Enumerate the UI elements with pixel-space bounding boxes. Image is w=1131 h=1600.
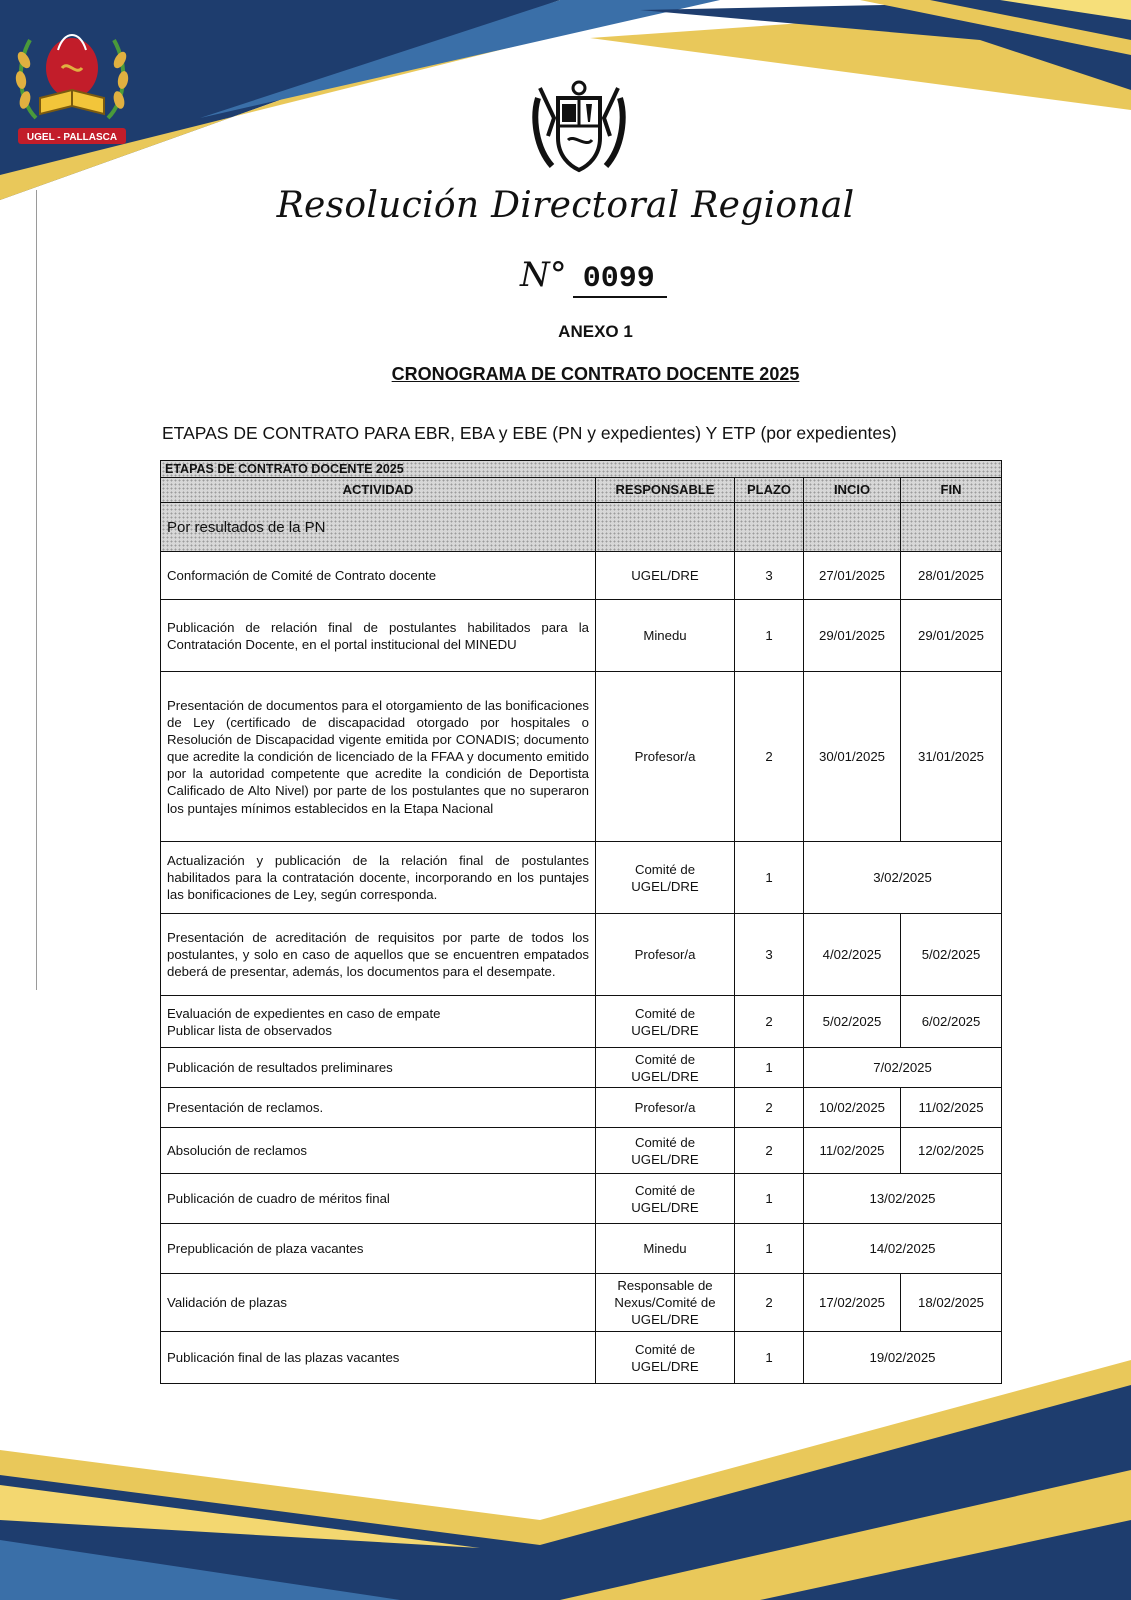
activity-cell: Presentación de documentos para el otorgamiento de las bonificaciones de Ley (certificado de discapacidad otorgado por hospitales o Resolución de Discapacidad vigente emitida por CONADIS; documento que acredite la condición de licenciado de la FFAA y documento emitido por la autoridad competente que acredite la condición de Deportista Calificado de Alto Nivel) por parte de los postulantes que no superaron los puntajes mínimos establecidos en la Etapa Nacional <box>161 672 596 842</box>
activity-cell: Evaluación de expedientes en caso de empate Publicar lista de observados <box>161 996 596 1048</box>
annex-label: ANEXO 1 <box>558 322 633 341</box>
end-date-cell: 11/02/2025 <box>901 1088 1002 1128</box>
start-date-cell: 30/01/2025 <box>804 672 901 842</box>
header-plazo: PLAZO <box>735 478 804 503</box>
resolution-number <box>520 255 667 298</box>
table-row <box>161 552 1002 600</box>
table-row <box>161 996 1002 1048</box>
responsible-cell: Comité de UGEL/DRE <box>596 1332 735 1384</box>
end-date-cell: 6/02/2025 <box>901 996 1002 1048</box>
responsible-cell: UGEL/DRE <box>596 552 735 600</box>
activity-cell: Presentación de reclamos. <box>161 1088 596 1128</box>
start-date-cell: 4/02/2025 <box>804 914 901 996</box>
date-cell: 13/02/2025 <box>804 1174 1002 1224</box>
term-cell: 3 <box>735 552 804 600</box>
header-inicio: INCIO <box>804 478 901 503</box>
responsible-cell: Responsable de Nexus/Comité de UGEL/DRE <box>596 1274 735 1332</box>
end-date-cell: 5/02/2025 <box>901 914 1002 996</box>
start-date-cell: 10/02/2025 <box>804 1088 901 1128</box>
responsible-cell: Comité de UGEL/DRE <box>596 1174 735 1224</box>
responsible-cell: Minedu <box>596 600 735 672</box>
start-date-cell: 27/01/2025 <box>804 552 901 600</box>
responsible-cell: Profesor/a <box>596 1088 735 1128</box>
logo-text: UGEL - PALLASCA <box>26 132 118 143</box>
ugel-logo <box>8 10 136 148</box>
activity-cell: Absolución de reclamos <box>161 1128 596 1174</box>
header-responsable: RESPONSABLE <box>596 478 735 503</box>
end-date-cell: 29/01/2025 <box>901 600 1002 672</box>
table-row <box>161 600 1002 672</box>
activity-cell: Actualización y publicación de la relación final de postulantes habilitados para la contratación docente, incorporando en los puntajes las bonificaciones de Ley, según corresponda. <box>161 842 596 914</box>
end-date-cell: 12/02/2025 <box>901 1128 1002 1174</box>
date-cell: 7/02/2025 <box>804 1048 1002 1088</box>
annex-subtitle: ETAPAS DE CONTRATO PARA EBR, EBA y EBE (PN y expedientes) Y ETP (por expedientes) <box>162 423 897 443</box>
term-cell: 2 <box>735 996 804 1048</box>
end-date-cell: 28/01/2025 <box>901 552 1002 600</box>
table-header-row <box>161 478 1002 503</box>
term-cell: 1 <box>735 1224 804 1274</box>
term-cell: 2 <box>735 1128 804 1174</box>
activity-cell: Publicación final de las plazas vacantes <box>161 1332 596 1384</box>
schedule-rows <box>161 552 1002 1384</box>
annex-title: CRONOGRAMA DE CONTRATO DOCENTE 2025 <box>391 364 800 384</box>
term-cell: 1 <box>735 1048 804 1088</box>
resolution-title: Resolución Directoral Regional <box>276 185 855 226</box>
start-date-cell: 29/01/2025 <box>804 600 901 672</box>
section-label: Por resultados de la PN <box>161 503 596 552</box>
activity-cell: Presentación de acreditación de requisitos por parte de todos los postulantes, y solo en caso de aquellos que se encuentren empatados deberá de presentar, además, los documentos para el desempate. <box>161 914 596 996</box>
table-row <box>161 1274 1002 1332</box>
table-row <box>161 1048 1002 1088</box>
responsible-cell: Comité de UGEL/DRE <box>596 996 735 1048</box>
term-cell: 1 <box>735 1174 804 1224</box>
table-row <box>161 1224 1002 1274</box>
header-fin: FIN <box>901 478 1002 503</box>
table-row <box>161 672 1002 842</box>
coat-of-arms-emblem <box>530 78 628 178</box>
responsible-cell: Profesor/a <box>596 672 735 842</box>
term-cell: 2 <box>735 1274 804 1332</box>
start-date-cell: 17/02/2025 <box>804 1274 901 1332</box>
activity-cell: Publicación de cuadro de méritos final <box>161 1174 596 1224</box>
term-cell: 2 <box>735 672 804 842</box>
activity-cell: Prepublicación de plaza vacantes <box>161 1224 596 1274</box>
responsible-cell: Profesor/a <box>596 914 735 996</box>
end-date-cell: 18/02/2025 <box>901 1274 1002 1332</box>
left-margin-line <box>36 190 37 990</box>
table-row <box>161 1174 1002 1224</box>
date-cell: 19/02/2025 <box>804 1332 1002 1384</box>
date-cell: 14/02/2025 <box>804 1224 1002 1274</box>
table-row <box>161 842 1002 914</box>
table-row <box>161 914 1002 996</box>
section-row <box>161 503 1002 552</box>
term-cell: 2 <box>735 1088 804 1128</box>
table-caption: ETAPAS DE CONTRATO DOCENTE 2025 <box>161 461 1002 478</box>
date-cell: 3/02/2025 <box>804 842 1002 914</box>
activity-cell: Validación de plazas <box>161 1274 596 1332</box>
activity-cell: Publicación de resultados preliminares <box>161 1048 596 1088</box>
table-caption-row <box>161 461 1002 478</box>
term-cell: 1 <box>735 1332 804 1384</box>
start-date-cell: 11/02/2025 <box>804 1128 901 1174</box>
header-actividad: ACTIVIDAD <box>161 478 596 503</box>
number-value: 0099 <box>573 262 667 298</box>
activity-cell: Conformación de Comité de Contrato docente <box>161 552 596 600</box>
responsible-cell: Minedu <box>596 1224 735 1274</box>
responsible-cell: Comité de UGEL/DRE <box>596 842 735 914</box>
table-row <box>161 1332 1002 1384</box>
responsible-cell: Comité de UGEL/DRE <box>596 1048 735 1088</box>
number-prefix: N° <box>520 255 567 295</box>
activity-cell: Publicación de relación final de postulantes habilitados para la Contratación Docente, en el portal institucional del MINEDU <box>161 600 596 672</box>
end-date-cell: 31/01/2025 <box>901 672 1002 842</box>
responsible-cell: Comité de UGEL/DRE <box>596 1128 735 1174</box>
term-cell: 1 <box>735 842 804 914</box>
term-cell: 3 <box>735 914 804 996</box>
start-date-cell: 5/02/2025 <box>804 996 901 1048</box>
term-cell: 1 <box>735 600 804 672</box>
table-row <box>161 1088 1002 1128</box>
table-row <box>161 1128 1002 1174</box>
schedule-table <box>160 460 1002 1384</box>
